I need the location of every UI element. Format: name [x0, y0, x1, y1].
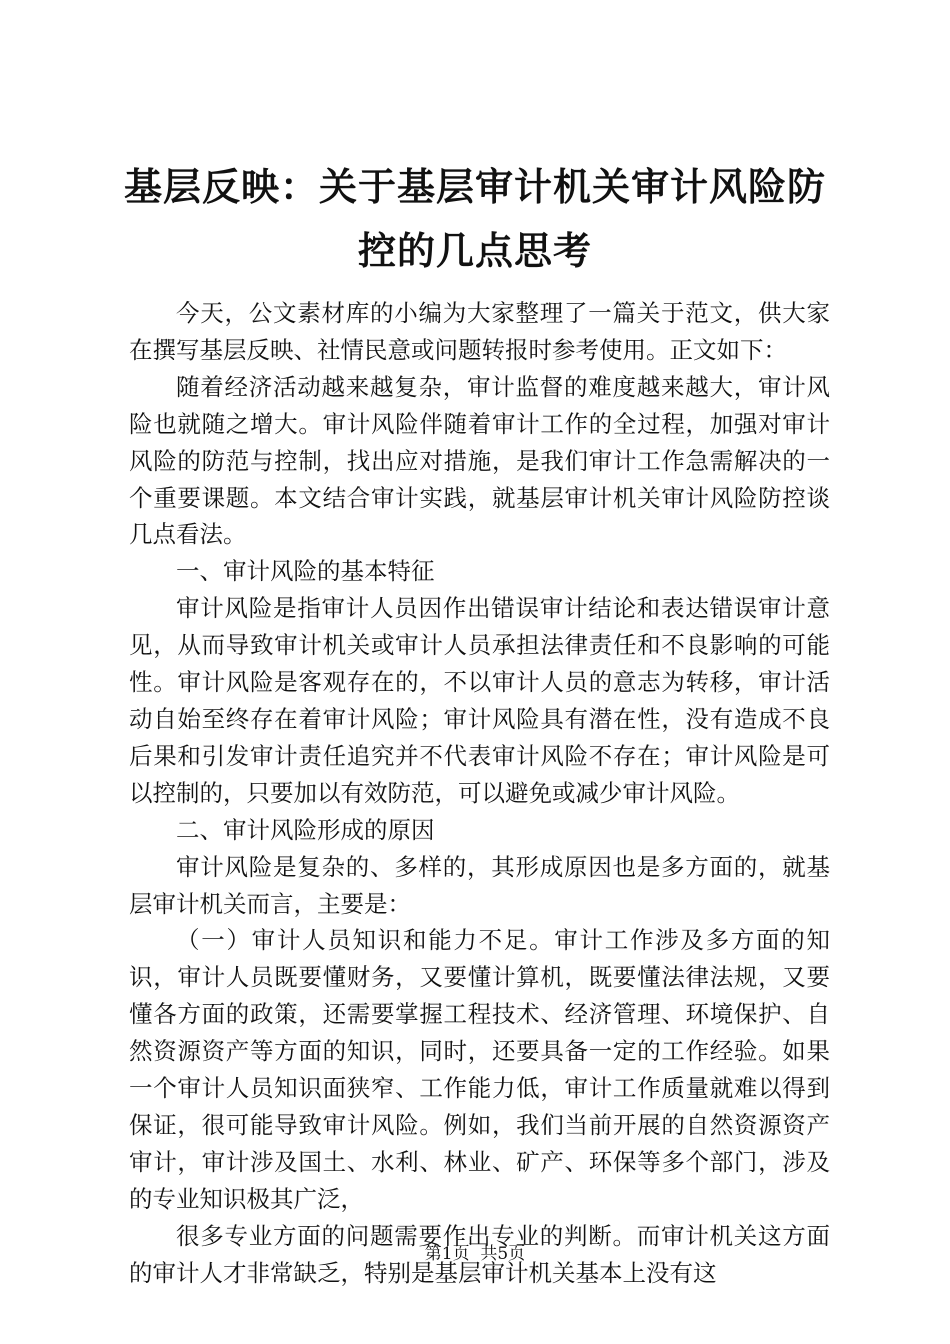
paragraph-cause-1: （一）审计人员知识和能力不足。审计工作涉及多方面的知识，审计人员既要懂财务，又要懂计算机，既要懂法律法规，又要懂各方面的政策，还需要掌握工程技术、经济管理、环境保护、自然资源资产等方面的知识，同时，还要具备一定的工作经验。如果一个审计人员知识面狭窄、工作能力低，审计工作质量就难以得到保证，很可能导致审计风险。例如，我们当前开展的自然资源资产审计，审计涉及国土、水利、林业、矿产、环保等多个部门，涉及的专业知识极其广泛， — [129, 926, 830, 1213]
document-title: 基层反映：关于基层审计机关审计风险防控的几点思考 — [123, 164, 826, 273]
paragraph-continuation: 很多专业方面的问题需要作出专业的判断。而审计机关这方面的审计人才非常缺乏，特别是基层审计机关基本上没有这 — [129, 1221, 830, 1287]
section-heading-2: 二、审计风险形成的原因 — [176, 815, 435, 844]
page-footer — [0, 1242, 950, 1266]
paragraph-characteristics: 审计风险是指审计人员因作出错误审计结论和表达错误审计意见，从而导致审计机关或审计人员承担法律责任和不良影响的可能性。审计风险是客观存在的，不以审计人员的意志为转移，审计活动自始至终存在着审计风险；审计风险具有潜在性，没有造成不良后果和引发审计责任追究并不代表审计风险不存在；审计风险是可以控制的，只要加以有效防范，可以避免或减少审计风险。 — [129, 594, 830, 807]
paragraph-intro: 今天，公文素材库的小编为大家整理了一篇关于范文，供大家在撰写基层反映、社情民意或问题转报时参考使用。正文如下： — [129, 299, 830, 364]
paragraph-background: 随着经济活动越来越复杂，审计监督的难度越来越大，审计风险也就随之增大。审计风险伴随着审计工作的全过程，加强对审计风险的防范与控制，找出应对措施，是我们审计工作急需解决的一个重要课题。本文结合审计实践，就基层审计机关审计风险防控谈几点看法。 — [129, 372, 830, 549]
document-body — [129, 295, 830, 1291]
page-number-label: 第1页 共5页 — [424, 1244, 526, 1264]
paragraph-causes: 审计风险是复杂的、多样的，其形成原因也是多方面的，就基层审计机关而言，主要是： — [129, 852, 830, 918]
section-heading-1: 一、审计风险的基本特征 — [176, 557, 435, 586]
